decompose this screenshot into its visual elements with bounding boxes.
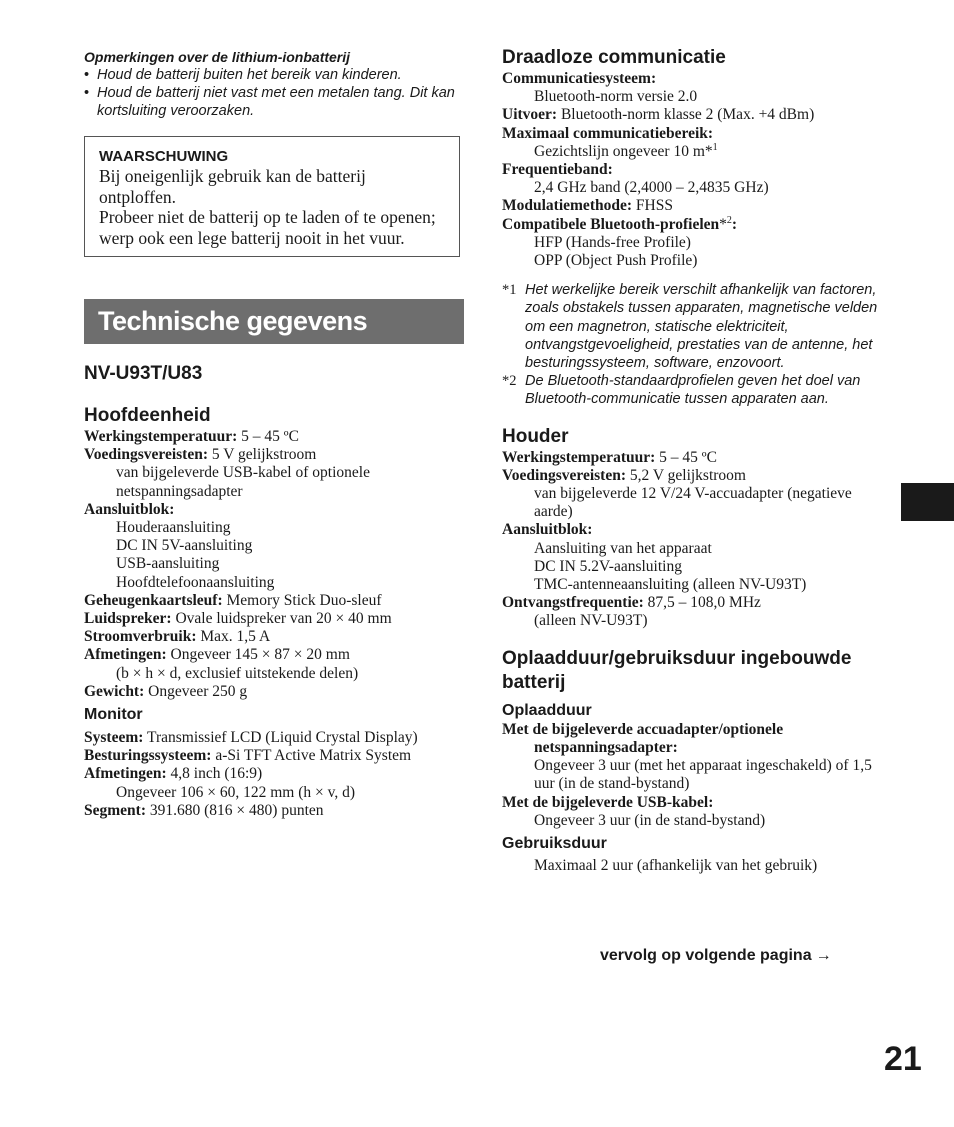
monitor-heading: Monitor [84, 706, 143, 724]
spec-label: Maximaal communicatiebereik: [502, 124, 714, 142]
spec-label: Met de bijgeleverde accuadapter/optionele netspanningsadapter: [502, 720, 784, 756]
spec-line: Gewicht: Ongeveer 250 g [84, 682, 248, 700]
spec-line: Afmetingen: 4,8 inch (16:9) [84, 765, 263, 783]
spec-subline: TMC-antenneaansluiting (alleen NV-U93T) [534, 576, 807, 594]
spec-label: Frequentieband: [502, 161, 613, 179]
continue-note: vervolg op volgende pagina → [600, 947, 832, 964]
spec-subline: Bluetooth-norm versie 2.0 [534, 88, 698, 106]
note-item: • Houd de batterij buiten het bereik van kinderen. [84, 66, 464, 84]
model-heading: NV-U93T/U83 [84, 363, 203, 384]
spec-subline: OPP (Object Push Profile) [534, 252, 698, 270]
main-unit-heading: Hoofdeenheid [84, 405, 211, 426]
spec-subline: (b × h × d, exclusief uitstekende delen) [116, 664, 359, 682]
spec-subline: Gezichtslijn ongeveer 10 m*$^1$ [534, 141, 718, 160]
spec-subline: van bijgeleverde USB-kabel of optionele netspanningsadapter [116, 464, 370, 500]
spec-subline: (alleen NV-U93T) [534, 612, 648, 630]
spec-subline: Aansluiting van het apparaat [534, 539, 712, 557]
arrow-right-icon: → [815, 947, 832, 964]
spec-line: Uitvoer: Bluetooth-norm klasse 2 (Max. +4 dBm) [502, 106, 815, 124]
spec-line: Compatibele Bluetooth-profielen*$^2$: [502, 214, 738, 233]
section-banner: Technische gegevens [84, 299, 464, 344]
spec-line: Voedingsvereisten: 5 V gelijkstroom [84, 446, 317, 464]
section-tab-marker [901, 483, 954, 521]
usage-heading: Gebruiksduur [502, 834, 607, 852]
spec-line: Voedingsvereisten: 5,2 V gelijkstroom [502, 466, 746, 484]
spec-subline: van bijgeleverde 12 V/24 V-accuadapter (negatieve aarde) [534, 485, 852, 521]
wireless-heading: Draadloze communicatie [502, 47, 726, 68]
spec-line: Ontvangstfrequentie: 87,5 – 108,0 MHz [502, 594, 761, 612]
note-item: • Houd de batterij niet vast met een metalen tang. Dit kan kortsluiting veroorzaken. [84, 84, 464, 120]
spec-label: Aansluitblok: [84, 500, 175, 518]
spec-line: Stroomverbruik: Max. 1,5 A [84, 628, 271, 646]
spec-subline: 2,4 GHz band (2,4000 – 2,4835 GHz) [534, 179, 769, 197]
footnote: *1 Het werkelijke bereik verschilt afhankelijk van factoren, zoals obstakels tussen apparaten, magnetische velden om een magnetron, statische elektriciteit, ontvangstgevoeligheid, prestaties van de antenne, het besturingssysteem, software, enzovoort. [502, 282, 878, 372]
spec-line: Geheugenkaartsleuf: Memory Stick Duo-sleuf [84, 591, 382, 609]
page-number: 21 [884, 1040, 922, 1078]
spec-line: Systeem: Transmissief LCD (Liquid Crystal Display) [84, 729, 418, 747]
battery-heading: Oplaadduur/gebruiksduur ingebouwde batterij [502, 647, 852, 693]
spec-label: Communicatiesysteem: [502, 70, 657, 87]
right-column [502, 46, 884, 875]
left-column [84, 46, 464, 820]
spec-subline: Ongeveer 3 uur (met het apparaat ingeschakeld) of 1,5 uur (in de stand-bystand) [534, 757, 872, 793]
spec-subline: Hoofdtelefoonaansluiting [116, 573, 275, 591]
spec-line: Werkingstemperatuur: 5 – 45 ºC [502, 448, 717, 466]
charge-heading: Oplaadduur [502, 701, 592, 719]
notes-title: Opmerkingen over de lithium-ionbatterij [84, 49, 351, 65]
spec-subline: DC IN 5.2V-aansluiting [534, 557, 682, 575]
spec-line: Modulatiemethode: FHSS [502, 197, 673, 215]
spec-subline: Ongeveer 106 × 60, 122 mm (h × v, d) [116, 783, 356, 801]
spec-line: Werkingstemperatuur: 5 – 45 ºC [84, 428, 299, 445]
spec-line: Luidspreker: Ovale luidspreker van 20 × 40 mm [84, 610, 392, 628]
warning-text: Bij oneigenlijk gebruik kan de batterij ontploffen. [99, 166, 366, 207]
spec-label: Aansluitblok: [502, 521, 593, 539]
warning-title: WAARSCHUWING [99, 148, 229, 165]
spec-line: Besturingssysteem: a-Si TFT Active Matrix System [84, 747, 412, 765]
spec-subline: DC IN 5V-aansluiting [116, 537, 253, 555]
spec-subline: Ongeveer 3 uur (in de stand-bystand) [534, 811, 766, 829]
spec-label: Met de bijgeleverde USB-kabel: [502, 793, 714, 811]
spec-subline: USB-aansluiting [116, 555, 220, 573]
cradle-heading: Houder [502, 425, 569, 447]
spec-line: Segment: 391.680 (816 × 480) punten [84, 801, 324, 819]
warning-text: Probeer niet de batterij op te laden of te openen; werp ook een lege batterij nooit in het vuur. [99, 207, 436, 248]
spec-line: Afmetingen: Ongeveer 145 × 87 × 20 mm [84, 646, 350, 664]
spec-subline: HFP (Hands-free Profile) [534, 233, 691, 251]
spec-subline: Maximaal 2 uur (afhankelijk van het gebruik) [534, 856, 818, 874]
footnote: *2 De Bluetooth-standaardprofielen geven het doel van Bluetooth-communicatie tussen apparaten aan. [502, 373, 861, 408]
warning-box [84, 136, 460, 257]
spec-subline: Houderaansluiting [116, 519, 231, 537]
